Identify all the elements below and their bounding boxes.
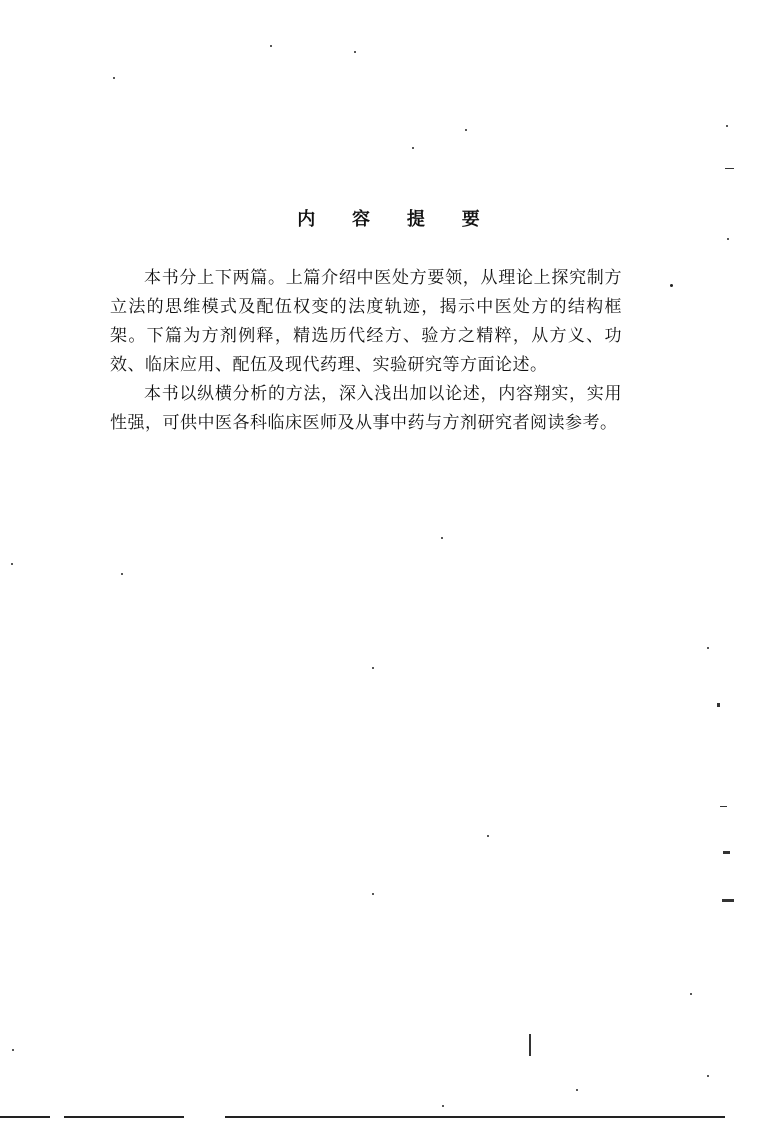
scan-edge-line xyxy=(0,1116,50,1118)
scan-speck xyxy=(690,993,692,995)
scan-speck xyxy=(670,284,673,287)
scan-speck xyxy=(12,1049,14,1051)
scan-speck xyxy=(412,147,414,149)
scan-speck xyxy=(441,537,443,539)
scan-edge-line xyxy=(225,1116,725,1118)
scan-speck xyxy=(372,893,374,895)
scan-speck xyxy=(442,1105,444,1107)
scan-speck xyxy=(576,1089,578,1091)
summary-paragraph-1: 本书分上下两篇。上篇介绍中医处方要领，从理论上探究制方立法的思维模式及配伍权变的法度轨迹，揭示中医处方的结构框架。下篇为方剂例释，精选历代经方、验方之精粹，从方义、功效、临床应用、配伍及现代药理、实验研究等方面论述。 xyxy=(110,268,622,375)
scan-speck xyxy=(727,238,729,240)
scan-speck xyxy=(113,77,115,79)
scan-speck xyxy=(717,703,720,707)
summary-title: 内 容 提 要 xyxy=(297,209,496,230)
scan-speck xyxy=(720,806,727,807)
scan-speck xyxy=(707,647,709,649)
scan-speck xyxy=(723,851,730,854)
scan-speck xyxy=(121,573,123,575)
scan-speck xyxy=(726,125,728,127)
scan-speck xyxy=(465,129,467,131)
scan-speck xyxy=(354,51,356,53)
scan-speck xyxy=(270,45,272,47)
scan-speck xyxy=(372,667,374,669)
scan-speck xyxy=(725,168,734,169)
scan-edge-line xyxy=(64,1116,184,1118)
scan-speck xyxy=(487,835,489,837)
summary-paragraph-2: 本书以纵横分析的方法，深入浅出加以论述，内容翔实，实用性强，可供中医各科临床医师及从事中药与方剂研究者阅读参考。 xyxy=(110,384,622,433)
scan-speck xyxy=(722,899,734,902)
scan-speck xyxy=(707,1075,709,1077)
scan-speck xyxy=(11,563,13,565)
summary-body xyxy=(110,264,622,438)
scan-speck xyxy=(529,1034,531,1056)
